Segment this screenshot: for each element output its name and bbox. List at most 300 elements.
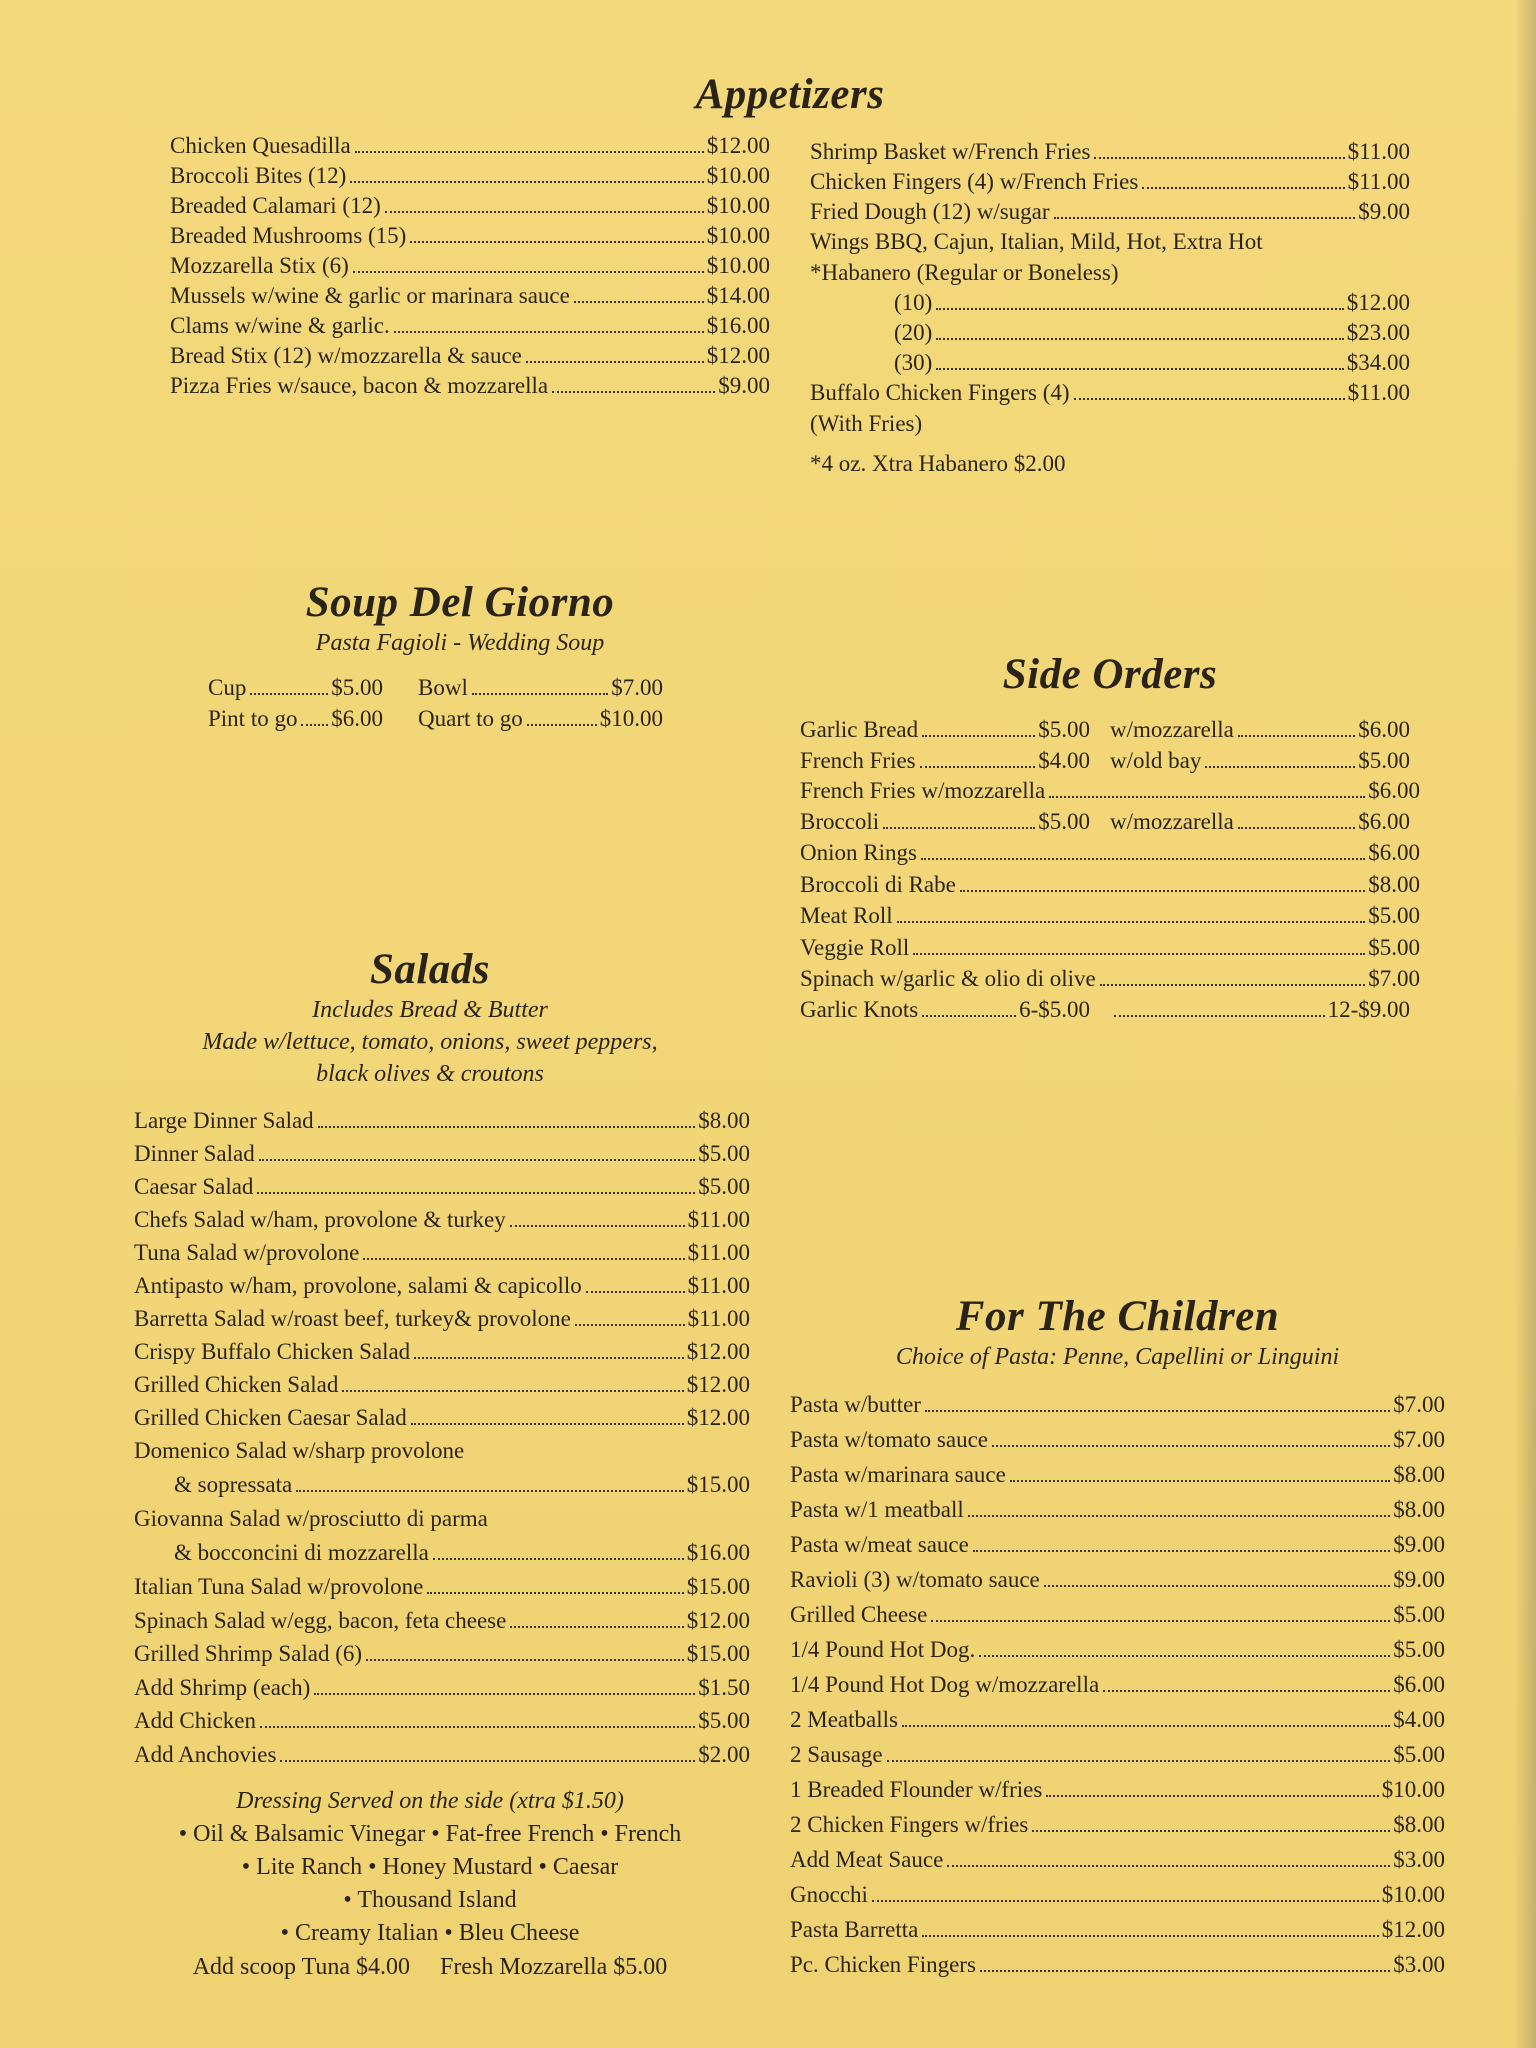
- item-name: Pasta w/marinara sauce: [790, 1462, 1006, 1487]
- item-price: $14.00: [706, 283, 770, 308]
- dressing-options-1: • Oil & Balsamic Vinegar • Fat-free French • French: [178, 1821, 682, 1847]
- menu-item: [134, 1203, 750, 1236]
- item-name: Veggie Roll: [800, 934, 910, 960]
- dressing-options-3: • Thousand Island: [343, 1887, 517, 1913]
- menu-item: [134, 1704, 750, 1738]
- dot-leader: [342, 1390, 683, 1392]
- menu-item: [800, 715, 1090, 746]
- item-price: $11.00: [687, 1240, 750, 1265]
- menu-item: [134, 1637, 750, 1671]
- dot-leader: [921, 858, 1365, 860]
- menu-item: [800, 995, 1090, 1026]
- item-name: Chefs Salad w/ham, provolone & turkey: [134, 1207, 506, 1232]
- item-price: $12.00: [706, 343, 770, 368]
- item-name: French Fries w/mozzarella: [800, 778, 1046, 803]
- menu-item: [800, 807, 1090, 838]
- item-name: & bocconcini di mozzarella: [174, 1540, 429, 1565]
- dot-leader: [936, 308, 1343, 310]
- item-price: $5.00: [1393, 1637, 1445, 1662]
- dot-leader: [472, 693, 608, 695]
- item-name: Quart to go: [418, 705, 523, 731]
- item-name: 2 Chicken Fingers w/fries: [790, 1812, 1029, 1837]
- item-price: $9.00: [1358, 199, 1410, 224]
- item-name: (20): [894, 320, 933, 345]
- menu-item: [170, 281, 770, 311]
- dot-leader: [296, 1490, 684, 1492]
- item-name: Chicken Quesadilla: [170, 133, 351, 158]
- menu-item: [418, 704, 663, 735]
- dot-leader: [353, 271, 704, 273]
- item-price: $10.00: [1381, 1882, 1445, 1907]
- dot-leader: [922, 1935, 1378, 1937]
- item-price: $10.00: [1381, 1777, 1445, 1802]
- item-name: Clams w/wine & garlic.: [170, 313, 390, 338]
- item-price: $12.00: [686, 1607, 750, 1633]
- dot-leader: [872, 1900, 1379, 1902]
- dot-leader: [1238, 735, 1355, 737]
- dot-leader: [394, 331, 704, 333]
- menu-item: [134, 1738, 750, 1772]
- item-name: Meat Roll: [800, 903, 893, 928]
- dot-leader: [922, 1015, 1016, 1017]
- item-price: $5.00: [698, 1708, 750, 1733]
- dot-leader: [936, 368, 1343, 370]
- menu-item: [208, 673, 383, 704]
- habanero-note: *4 oz. Xtra Habanero $2.00: [810, 451, 1066, 476]
- menu-item: [810, 137, 1410, 167]
- menu-item: [790, 1877, 1445, 1912]
- menu-item: [134, 1401, 750, 1434]
- appetizers-section: [170, 70, 1410, 479]
- salads-subtitle-3: black olives & croutons: [316, 1061, 544, 1087]
- item-name: Italian Tuna Salad w/provolone: [134, 1574, 424, 1599]
- item-name: Spinach Salad w/egg, bacon, feta cheese: [134, 1607, 507, 1633]
- menu-item: [134, 1368, 750, 1401]
- side-orders-list: [800, 837, 1420, 995]
- item-name: Barretta Salad w/roast beef, turkey& provolone: [134, 1306, 571, 1331]
- dressing-options-2: • Lite Ranch • Honey Mustard • Caesar: [241, 1854, 619, 1880]
- dot-leader: [350, 181, 703, 183]
- side-orders-title: Side Orders: [1002, 651, 1218, 698]
- item-price: $11.00: [1347, 380, 1410, 405]
- item-price: $11.00: [687, 1306, 750, 1331]
- menu-item: [134, 1236, 750, 1269]
- menu-item: [800, 932, 1420, 964]
- dot-leader: [355, 151, 704, 153]
- item-price: $10.00: [706, 193, 770, 218]
- dot-leader: [257, 1192, 695, 1194]
- side-orders-section: [800, 650, 1420, 1025]
- dot-leader: [318, 1126, 696, 1128]
- dot-leader: [385, 211, 704, 213]
- dot-leader: [1094, 157, 1344, 159]
- item-price: $5.00: [1038, 717, 1090, 742]
- soup-title: Soup Del Giorno: [305, 579, 615, 626]
- dot-leader: [947, 1865, 1390, 1867]
- dot-leader: [897, 921, 1366, 923]
- item-name: & sopressata: [174, 1472, 293, 1497]
- menu-item: [790, 1702, 1445, 1737]
- item-price: $12.00: [706, 133, 770, 158]
- dot-leader: [259, 1159, 696, 1161]
- menu-item: [170, 251, 770, 281]
- wings-list: [810, 288, 1410, 378]
- menu-item: [134, 1468, 750, 1502]
- dot-leader: [936, 338, 1343, 340]
- salads-subtitle-1: Includes Bread & Butter: [312, 997, 548, 1023]
- menu-item: [208, 704, 383, 735]
- buffalo-note: (With Fries): [810, 410, 923, 436]
- item-price: $16.00: [686, 1540, 750, 1565]
- menu-item: [134, 1170, 750, 1203]
- dot-leader: [510, 1225, 685, 1227]
- dot-leader: [1054, 217, 1356, 219]
- item-price: $3.00: [1393, 1847, 1445, 1872]
- item-name: Pasta w/meat sauce: [790, 1532, 969, 1557]
- dot-leader: [887, 1760, 1391, 1762]
- dot-leader: [575, 1324, 685, 1326]
- menu-item: [790, 1912, 1445, 1947]
- item-name: Onion Rings: [800, 840, 917, 865]
- item-price: $10.00: [706, 223, 770, 248]
- dot-leader: [1205, 766, 1355, 768]
- item-price: $7.00: [1393, 1392, 1445, 1417]
- dot-leader: [586, 1291, 685, 1293]
- item-price: $15.00: [686, 1574, 750, 1599]
- menu-item: [1110, 807, 1410, 838]
- item-name: 1 Breaded Flounder w/fries: [790, 1777, 1043, 1802]
- dot-leader: [433, 1558, 684, 1560]
- wings-options: *Habanero (Regular or Boneless): [810, 259, 1119, 285]
- appetizers-title: Appetizers: [695, 71, 885, 118]
- item-price: $12.00: [686, 1372, 750, 1397]
- item-name: (30): [894, 350, 933, 375]
- menu-item: [790, 1947, 1445, 1982]
- dot-leader: [973, 1550, 1390, 1552]
- menu-item: [170, 371, 770, 401]
- item-name: 2 Sausage: [790, 1742, 883, 1767]
- item-name: w/mozzarella: [1110, 808, 1234, 834]
- menu-item: [170, 131, 770, 161]
- menu-item: [790, 1842, 1445, 1877]
- dot-leader: [922, 735, 1035, 737]
- item-name: Chicken Fingers (4) w/French Fries: [810, 169, 1139, 194]
- item-price: $12.00: [1346, 290, 1410, 315]
- item-price: $6.00: [1358, 717, 1410, 742]
- menu-item: [134, 1302, 750, 1335]
- item-price: $34.00: [1346, 350, 1410, 375]
- menu-item: [800, 900, 1420, 932]
- menu-item: [790, 1597, 1445, 1632]
- item-price: $5.00: [1038, 808, 1090, 834]
- item-name: Mozzarella Stix (6): [170, 253, 349, 278]
- item-name: Broccoli di Rabe: [800, 871, 956, 897]
- page-edge-shadow: [1514, 0, 1536, 2048]
- item-name: Add Meat Sauce: [790, 1847, 944, 1872]
- menu-item: [800, 776, 1420, 807]
- item-price: $8.00: [1368, 871, 1420, 897]
- item-name: 1/4 Pound Hot Dog.: [790, 1637, 976, 1662]
- menu-item: [790, 1807, 1445, 1842]
- item-price: $6.00: [1358, 808, 1410, 834]
- dressing-title: Dressing Served on the side (xtra $1.50): [236, 1788, 624, 1814]
- children-subtitle: Choice of Pasta: Penne, Capellini or Linguini: [895, 1344, 1340, 1370]
- item-price: 6-$5.00: [1019, 996, 1090, 1022]
- item-price: $5.00: [1368, 934, 1420, 960]
- dot-leader: [510, 1626, 683, 1628]
- salads-extra-list: [134, 1570, 750, 1771]
- dot-leader: [250, 693, 328, 695]
- item-name: 1/4 Pound Hot Dog w/mozzarella: [790, 1672, 1100, 1697]
- item-price: $8.00: [698, 1108, 750, 1133]
- menu-item: [810, 378, 1410, 409]
- item-price: 12-$9.00: [1327, 996, 1410, 1022]
- dot-leader: [1046, 1795, 1378, 1797]
- menu-item: [800, 869, 1420, 901]
- item-price: $11.00: [687, 1273, 750, 1298]
- menu-item: [790, 1667, 1445, 1702]
- dot-leader: [314, 1693, 695, 1695]
- item-name: Caesar Salad: [134, 1174, 254, 1199]
- menu-item: [790, 1737, 1445, 1772]
- menu-item: [418, 673, 663, 704]
- item-price: $23.00: [1346, 320, 1410, 345]
- add-mozzarella: Fresh Mozzarella $5.00: [440, 1954, 668, 1980]
- item-price: $9.00: [1393, 1532, 1445, 1557]
- add-tuna: Add scoop Tuna $4.00: [192, 1954, 411, 1980]
- item-name: Crispy Buffalo Chicken Salad: [134, 1339, 411, 1364]
- dot-leader: [552, 391, 715, 393]
- dot-leader: [920, 766, 1036, 768]
- item-price: $5.00: [1358, 747, 1410, 773]
- menu-item: [790, 1562, 1445, 1597]
- dot-leader: [414, 1357, 684, 1359]
- item-price: $8.00: [1393, 1812, 1445, 1837]
- dot-leader: [1010, 1480, 1390, 1482]
- dot-leader: [280, 1760, 695, 1762]
- item-name: Pint to go: [208, 705, 298, 731]
- item-name: Garlic Knots: [800, 996, 919, 1022]
- appetizers-left-list: [170, 131, 770, 479]
- children-title: For The Children: [955, 1293, 1280, 1340]
- menu-item: [170, 161, 770, 191]
- item-price: $3.00: [1393, 1952, 1445, 1977]
- item-name: Pasta Barretta: [790, 1917, 919, 1942]
- item-price: $7.00: [1393, 1427, 1445, 1452]
- menu-item: [800, 963, 1420, 995]
- item-name: Large Dinner Salad: [134, 1108, 314, 1133]
- item-price: $12.00: [1381, 1917, 1445, 1942]
- item-name: Buffalo Chicken Fingers (4): [810, 380, 1070, 405]
- dot-leader: [1044, 1585, 1391, 1587]
- giovanna-salad-line: Giovanna Salad w/prosciutto di parma: [134, 1506, 488, 1531]
- item-name: Broccoli: [800, 808, 880, 834]
- item-price: $8.00: [1393, 1462, 1445, 1487]
- dot-leader: [1142, 187, 1344, 189]
- domenico-salad-line: Domenico Salad w/sharp provolone: [134, 1438, 465, 1463]
- dot-leader: [992, 1445, 1390, 1447]
- item-price: $11.00: [1347, 139, 1410, 164]
- item-price: $6.00: [1368, 840, 1420, 865]
- item-price: $11.00: [1347, 169, 1410, 194]
- dot-leader: [363, 1258, 684, 1260]
- item-price: $4.00: [1038, 747, 1090, 773]
- item-price: $10.00: [706, 253, 770, 278]
- item-name: Mussels w/wine & garlic or marinara sauce: [170, 283, 570, 308]
- item-price: $12.00: [686, 1339, 750, 1364]
- item-price: $6.00: [1393, 1672, 1445, 1697]
- item-name: Bowl: [418, 675, 468, 700]
- item-name: Breaded Calamari (12): [170, 193, 381, 218]
- item-price: $10.00: [599, 705, 663, 731]
- menu-item: [810, 197, 1410, 227]
- appetizers-right-list: [810, 137, 1410, 227]
- item-price: $4.00: [1393, 1707, 1445, 1732]
- dot-leader: [366, 1659, 684, 1661]
- item-name: Shrimp Basket w/French Fries: [810, 139, 1091, 164]
- item-name: Tuna Salad w/provolone: [134, 1240, 360, 1265]
- dot-leader: [574, 301, 704, 303]
- dot-leader: [526, 361, 704, 363]
- salads-title: Salads: [369, 946, 491, 993]
- dot-leader: [301, 724, 328, 726]
- menu-item: [810, 288, 1410, 318]
- menu-item: [170, 311, 770, 341]
- item-price: $5.00: [698, 1174, 750, 1199]
- menu-item: [170, 221, 770, 251]
- menu-item: [800, 746, 1090, 777]
- menu-item: [1110, 715, 1410, 746]
- dot-leader: [902, 1725, 1390, 1727]
- item-name: Add Chicken: [134, 1708, 257, 1733]
- menu-item: [1110, 995, 1410, 1026]
- menu-item: [790, 1457, 1445, 1492]
- item-price: $5.00: [1368, 903, 1420, 928]
- item-name: Pasta w/tomato sauce: [790, 1427, 989, 1452]
- item-price: $9.00: [718, 373, 770, 398]
- dot-leader: [913, 953, 1365, 955]
- dot-leader: [1049, 796, 1365, 798]
- item-name: Garlic Bread: [800, 717, 919, 742]
- menu-item: [134, 1536, 750, 1570]
- item-price: $5.00: [331, 675, 383, 700]
- soup-subtitle: Pasta Fagioli - Wedding Soup: [315, 630, 605, 656]
- item-name: Pc. Chicken Fingers: [790, 1952, 976, 1977]
- menu-item: [134, 1104, 750, 1137]
- item-name: (10): [894, 290, 933, 315]
- item-name: Spinach w/garlic & olio di olive: [800, 966, 1096, 991]
- item-name: Pizza Fries w/sauce, bacon & mozzarella: [170, 373, 549, 398]
- dot-leader: [883, 827, 1035, 829]
- item-price: $8.00: [1393, 1497, 1445, 1522]
- item-price: $15.00: [686, 1641, 750, 1666]
- item-name: Fried Dough (12) w/sugar: [810, 199, 1050, 224]
- dot-leader: [410, 241, 703, 243]
- item-name: Cup: [208, 675, 247, 700]
- dressing-options-4: • Creamy Italian • Bleu Cheese: [280, 1920, 580, 1946]
- item-price: $9.00: [1393, 1567, 1445, 1592]
- menu-item: [790, 1422, 1445, 1457]
- dot-leader: [527, 724, 597, 726]
- item-name: w/old bay: [1110, 747, 1202, 773]
- item-price: $5.00: [1393, 1742, 1445, 1767]
- item-price: $15.00: [686, 1472, 750, 1497]
- menu-item: [790, 1527, 1445, 1562]
- wings-description: Wings BBQ, Cajun, Italian, Mild, Hot, Extra Hot: [810, 229, 1263, 254]
- dot-leader: [1114, 1015, 1325, 1017]
- dot-leader: [925, 1410, 1390, 1412]
- item-name: Add Shrimp (each): [134, 1674, 311, 1700]
- menu-item: [134, 1269, 750, 1302]
- item-name: Pasta w/butter: [790, 1392, 921, 1417]
- dot-leader: [980, 1970, 1390, 1972]
- dot-leader: [1032, 1830, 1390, 1832]
- item-price: $11.00: [687, 1207, 750, 1232]
- item-name: Dinner Salad: [134, 1141, 255, 1166]
- menu-item: [1110, 746, 1410, 777]
- dot-leader: [427, 1592, 683, 1594]
- item-name: Breaded Mushrooms (15): [170, 223, 407, 248]
- item-price: $12.00: [686, 1405, 750, 1430]
- item-name: Grilled Cheese: [790, 1602, 928, 1627]
- item-name: Antipasto w/ham, provolone, salami & capicollo: [134, 1273, 582, 1298]
- item-name: 2 Meatballs: [790, 1707, 898, 1732]
- salad-addons: [110, 1950, 750, 1984]
- dot-leader: [1100, 984, 1365, 986]
- dot-leader: [960, 890, 1365, 892]
- item-price: $2.00: [698, 1741, 750, 1767]
- item-price: $10.00: [706, 163, 770, 188]
- item-name: Pasta w/1 meatball: [790, 1497, 964, 1522]
- item-name: Ravioli (3) w/tomato sauce: [790, 1567, 1040, 1592]
- dot-leader: [1103, 1690, 1390, 1692]
- dressing-block: [110, 1785, 750, 1950]
- menu-item: [790, 1772, 1445, 1807]
- menu-item: [134, 1137, 750, 1170]
- menu-item: [134, 1671, 750, 1705]
- dot-leader: [931, 1620, 1390, 1622]
- menu-item: [810, 318, 1410, 348]
- item-name: Add Anchovies: [134, 1741, 277, 1767]
- menu-item: [134, 1604, 750, 1638]
- item-name: Grilled Chicken Salad: [134, 1372, 339, 1397]
- dot-leader: [979, 1655, 1390, 1657]
- item-price: $7.00: [1368, 966, 1420, 991]
- salads-subtitle-2: Made w/lettuce, tomato, onions, sweet peppers,: [202, 1029, 658, 1055]
- soup-section: [200, 578, 720, 734]
- salads-section: [110, 945, 750, 1984]
- item-price: $7.00: [611, 675, 663, 700]
- dot-leader: [968, 1515, 1391, 1517]
- menu-item: [134, 1570, 750, 1604]
- children-section: [790, 1292, 1445, 1982]
- children-list: [790, 1387, 1445, 1982]
- item-price: $6.00: [1368, 778, 1420, 803]
- item-name: Grilled Chicken Caesar Salad: [134, 1405, 407, 1430]
- item-price: $6.00: [331, 705, 383, 731]
- item-price: $1.50: [698, 1674, 750, 1700]
- menu-item: [790, 1632, 1445, 1667]
- menu-item: [170, 341, 770, 371]
- salads-list: [134, 1104, 750, 1434]
- item-name: Bread Stix (12) w/mozzarella & sauce: [170, 343, 522, 368]
- item-price: $5.00: [1393, 1602, 1445, 1627]
- dot-leader: [260, 1726, 695, 1728]
- dot-leader: [411, 1423, 684, 1425]
- item-price: $5.00: [698, 1141, 750, 1166]
- menu-item: [810, 348, 1410, 378]
- item-name: w/mozzarella: [1110, 717, 1234, 742]
